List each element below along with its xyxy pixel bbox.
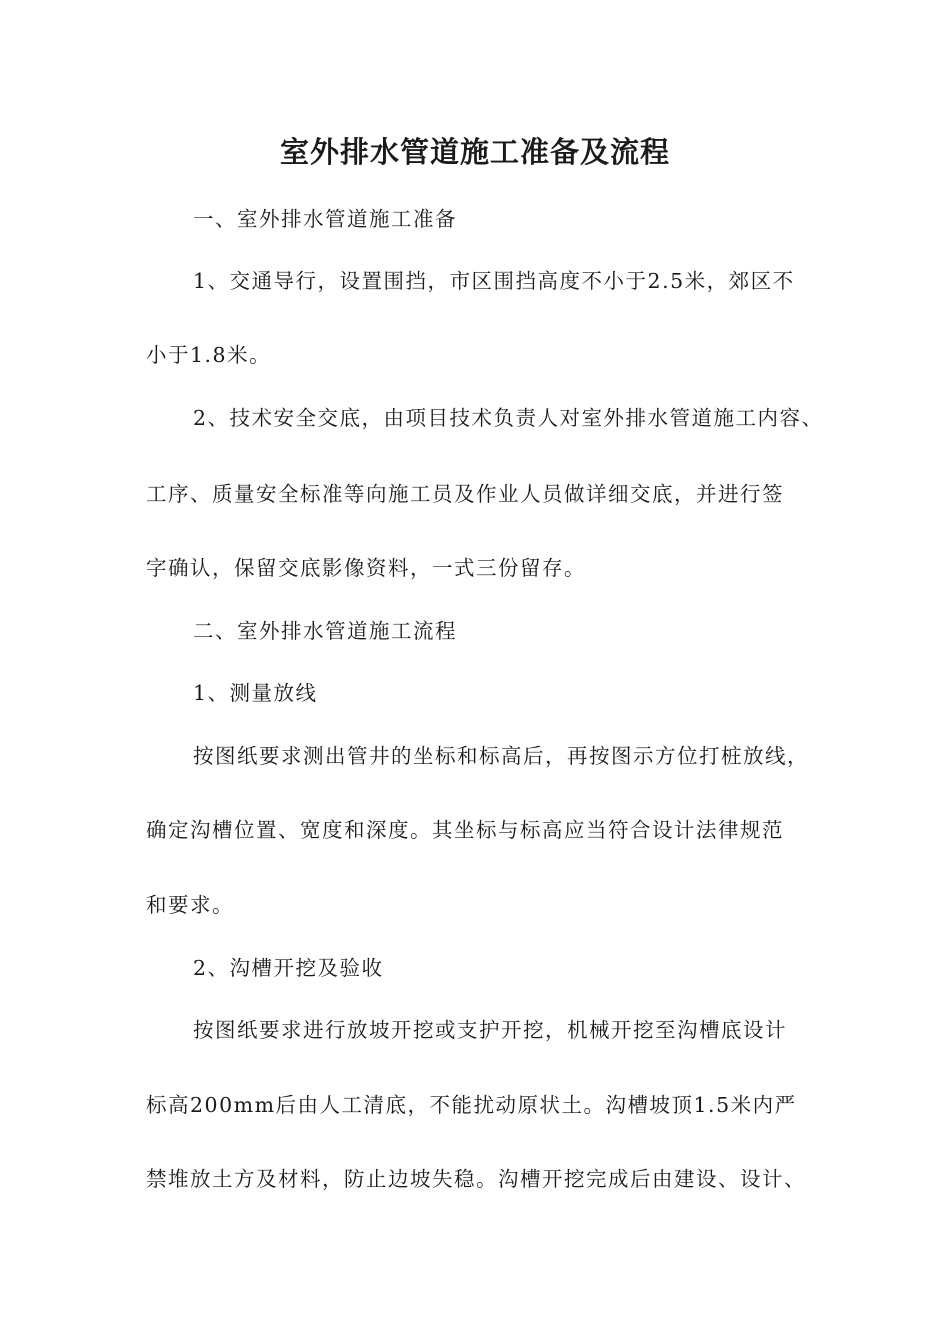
paragraph-line: 小于1.8米。 (146, 343, 272, 367)
paragraph-line: 按图纸要求测出管井的坐标和标高后，再按图示方位打桩放线， (193, 744, 809, 768)
paragraph-line: 按图纸要求进行放坡开挖或支护开挖，机械开挖至沟槽底设计 (193, 1018, 787, 1042)
subsection-heading-survey: 1、测量放线 (193, 681, 318, 705)
paragraph-line: 2、技术安全交底，由项目技术负责人对室外排水管道施工内容、 (193, 406, 824, 430)
subsection-heading-trench: 2、沟槽开挖及验收 (193, 956, 384, 980)
paragraph-line: 禁堆放土方及材料，防止边坡失稳。沟槽开挖完成后由建设、设计、 (146, 1167, 806, 1191)
document-title: 室外排水管道施工准备及流程 (279, 135, 670, 169)
paragraph-line: 确定沟槽位置、宽度和深度。其坐标与标高应当符合设计法律规范 (146, 818, 784, 842)
paragraph-line: 标高200mm后由人工清底，不能扰动原状土。沟槽坡顶1.5米内严 (146, 1093, 797, 1117)
paragraph-line: 和要求。 (146, 893, 234, 917)
paragraph-line: 工序、质量安全标准等向施工员及作业人员做详细交底，并进行签 (146, 482, 784, 506)
section-heading-process: 二、室外排水管道施工流程 (193, 619, 457, 643)
paragraph-line: 1、交通导行，设置围挡，市区围挡高度不小于2.5米，郊区不 (193, 269, 795, 293)
paragraph-line: 字确认，保留交底影像资料，一式三份留存。 (146, 556, 586, 580)
section-heading-preparation: 一、室外排水管道施工准备 (193, 207, 457, 231)
